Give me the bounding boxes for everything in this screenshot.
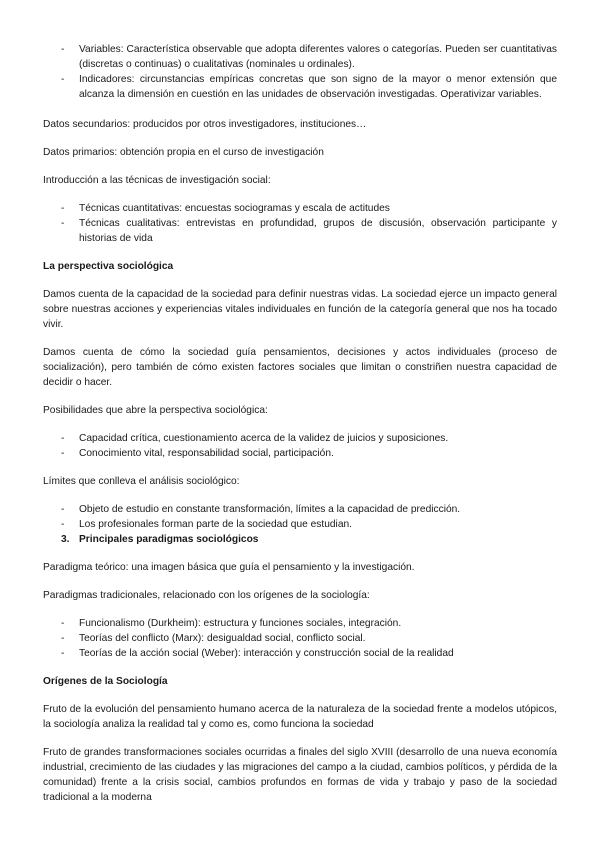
list-item: - Variables: Característica observable que adopta diferentes valores o categorías. Pueden ser cuantitativas (discretas o continuas) o cualitativas (nominales u ordinales). [43,42,557,72]
posibilidades-list [43,431,557,461]
paragraph: Damos cuenta de la capacidad de la sociedad para definir nuestras vidas. La sociedad ejerce un impacto general sobre nuestras acciones y experiencias vitales individuales en función de la categoría general que nos ha tocado vivir. [43,289,557,330]
tecnicas-list [43,201,557,246]
list-item: - Capacidad crítica, cuestionamiento acerca de la validez de juicios y suposiciones. [43,431,557,446]
list-item: - Teorías de la acción social (Weber): interacción y construcción social de la realidad [43,646,557,661]
heading-origenes: Orígenes de la Sociología [43,676,168,687]
datos-secundarios: Datos secundarios: producidos por otros investigadores, instituciones… [43,119,367,130]
list-item: - Conocimiento vital, responsabilidad social, participación. [43,446,557,461]
posibilidades-intro: Posibilidades que abre la perspectiva sociológica: [43,405,268,416]
heading-text: Principales paradigmas sociológicos [79,534,259,545]
paradigmas-intro: Paradigmas tradicionales, relacionado con los orígenes de la sociología: [43,590,370,601]
variables-list [43,42,557,102]
paragraph: Damos cuenta de cómo la sociedad guía pensamientos, decisiones y actos individuales (proceso de socialización), pero también de cómo existen factores sociales que limitan o constriñen nuestra capacidad de decidir o hacer. [43,347,557,388]
list-item: - Técnicas cuantitativas: encuestas sociogramas y escala de actitudes [43,201,557,216]
list-item: - Objeto de estudio en constante transformación, límites a la capacidad de predicción. [43,502,557,517]
list-item: - Funcionalismo (Durkheim): estructura y funciones sociales, integración. [43,616,557,631]
paragraph: Fruto de grandes transformaciones sociales ocurridas a finales del siglo XVIII (desarrollo de una nueva economía industrial, crecimiento de las ciudades y las migraciones del campo a la ciudad, cambios políticos, y pérdida de la comunidad) frente a la crisis social, cambios profundos en formas de vida y trabajo y paso de la sociedad tradicional a la moderna [43,747,557,803]
paradigmas-list [43,616,557,661]
document-page [43,0,557,805]
paradigma-teorico: Paradigma teórico: una imagen básica que guía el pensamiento y la investigación. [43,562,415,573]
numbered-heading [43,532,557,547]
list-item: - Indicadores: circunstancias empíricas concretas que son signo de la mayor o menor extensión que alcanza la dimensión en cuestión en las unidades de observación investigadas. Operativizar variables. [43,72,557,102]
limites-list [43,502,557,547]
limites-intro: Límites que conlleva el análisis sociológico: [43,476,240,487]
paragraph: Fruto de la evolución del pensamiento humano acerca de la naturaleza de la sociedad frente a modelos utópicos, la sociología analiza la realidad tal y como es, como funciona la sociedad [43,704,557,730]
list-item: - Teorías del conflicto (Marx): desigualdad social, conflicto social. [43,631,557,646]
heading-number: 3. [61,534,70,545]
datos-primarios: Datos primarios: obtención propia en el curso de investigación [43,147,324,158]
list-item: - Técnicas cualitativas: entrevistas en profundidad, grupos de discusión, observación participante y historias de vida [43,216,557,246]
intro-tecnicas: Introducción a las técnicas de investigación social: [43,175,271,186]
list-item: - Los profesionales forman parte de la sociedad que estudian. [43,517,557,532]
heading-perspectiva: La perspectiva sociológica [43,261,174,272]
